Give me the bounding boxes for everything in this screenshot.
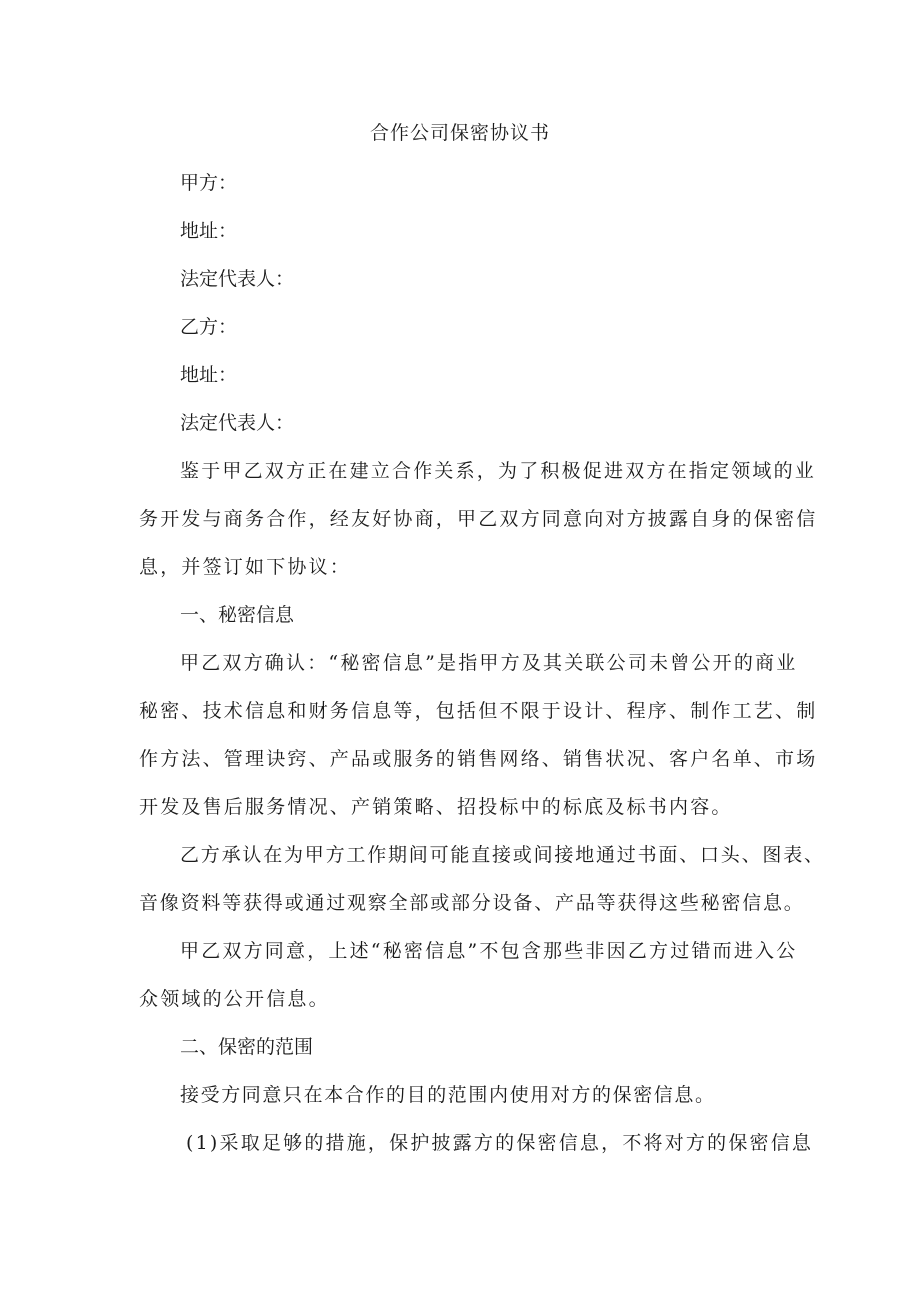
party-b-label: 乙方： (180, 316, 238, 338)
list-item: (1)采取足够的措施，保护披露方的保密信息，不将对方的保密信息 (186, 1132, 814, 1154)
party-b-rep-label: 法定代表人： (180, 412, 295, 434)
party-a-rep-label: 法定代表人： (180, 268, 295, 290)
paragraph-line: 甲乙双方同意，上述“秘密信息”不包含那些非因乙方过错而进入公 (180, 940, 798, 962)
paragraph-line: 作方法、管理诀窍、产品或服务的销售网络、销售状况、客户名单、市场 (139, 748, 818, 770)
party-b-address-label: 地址： (180, 364, 238, 386)
paragraph-line: 乙方承认在为甲方工作期间可能直接或间接地通过书面、口头、图表、 (180, 844, 825, 866)
preamble-line: 鉴于甲乙双方正在建立合作关系，为了积极促进双方在指定领域的业 (180, 460, 817, 482)
party-a-address-label: 地址： (180, 220, 238, 242)
paragraph-line: 秘密、技术信息和财务信息等，包括但不限于设计、程序、制作工艺、制 (139, 700, 818, 722)
paragraph-line: 甲乙双方确认：“秘密信息”是指甲方及其关联公司未曾公开的商业 (180, 652, 798, 674)
section-heading: 一、秘密信息 (180, 604, 295, 626)
document-title: 合作公司保密协议书 (369, 122, 550, 144)
paragraph-line: 众领域的公开信息。 (139, 988, 330, 1010)
paragraph-line: 开发及售后服务情况、产销策略、招投标中的标底及标书内容。 (139, 796, 733, 818)
preamble-line: 息，并签订如下协议： (139, 556, 352, 578)
paragraph-line: 接受方同意只在本合作的目的范围内使用对方的保密信息。 (180, 1084, 716, 1106)
paragraph-line: 音像资料等获得或通过观察全部或部分设备、产品等获得这些秘密信息。 (139, 892, 805, 914)
section-heading: 二、保密的范围 (180, 1036, 314, 1058)
party-a-label: 甲方： (180, 172, 238, 194)
preamble-line: 务开发与商务合作，经友好协商，甲乙双方同意向对方披露自身的保密信 (139, 508, 818, 530)
